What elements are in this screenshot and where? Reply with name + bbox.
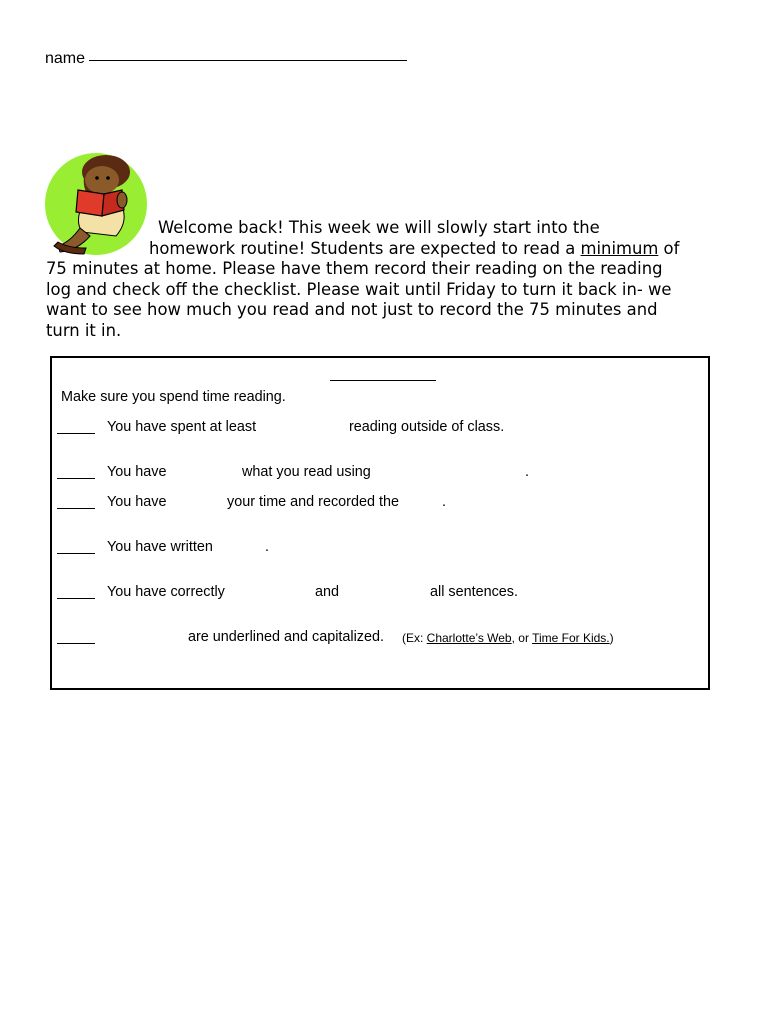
checklist-text: .: [442, 494, 446, 510]
example-suffix: ): [609, 631, 614, 645]
example-title-1: Charlotte’s Web: [426, 631, 512, 645]
example-prefix: (Ex:: [402, 631, 427, 645]
example-title-2: Time For Kids.: [532, 631, 610, 645]
checklist-item: [57, 584, 697, 604]
intro-line: want to see how much you read and not just to record the 75 minutes and: [46, 300, 658, 319]
intro-line: [46, 239, 726, 260]
checkbox-blank[interactable]: [57, 643, 95, 644]
checklist-text: You have spent at least: [107, 419, 257, 435]
checklist-text: You have correctly: [107, 584, 225, 600]
intro-line: 75 minutes at home. Please have them record their reading on the reading: [46, 259, 663, 278]
checklist-item: [57, 539, 697, 559]
checkbox-blank[interactable]: [57, 553, 95, 554]
checklist-text: You have written: [107, 539, 213, 555]
checklist-box: [50, 356, 710, 690]
name-line: [45, 50, 407, 68]
intro-text: of: [658, 238, 680, 258]
checklist-text: You have: [107, 464, 167, 480]
intro-text: homework routine! Students are expected to read a: [149, 238, 581, 258]
intro-line: Welcome back! This week we will slowly start into the: [158, 218, 600, 237]
checklist-text: and: [315, 584, 340, 600]
checklist-instruction: Make sure you spend time reading.: [61, 389, 286, 405]
checklist-text: reading outside of class.: [349, 419, 505, 435]
name-label: name: [45, 50, 86, 67]
intro-underlined-text: minimum: [580, 238, 659, 258]
checklist-item: [57, 419, 697, 439]
checkbox-blank[interactable]: [57, 598, 95, 599]
checkbox-blank[interactable]: [57, 508, 95, 509]
checklist-item: [57, 494, 697, 514]
example-separator: , or: [511, 631, 533, 645]
checklist-item: [57, 464, 697, 484]
checklist-title-line: [330, 380, 436, 381]
checklist-text: your time and recorded the: [227, 494, 399, 510]
example-text: [402, 631, 614, 645]
checklist-text: what you read using: [242, 464, 371, 480]
intro-line: log and check off the checklist. Please wait until Friday to turn it back in- we: [46, 279, 672, 299]
checklist-text: .: [265, 539, 269, 555]
checklist-text: .: [525, 464, 529, 480]
checklist-text: all sentences.: [430, 584, 518, 600]
checkbox-blank[interactable]: [57, 433, 95, 434]
intro-line: turn it in.: [46, 320, 122, 340]
checklist-text: are underlined and capitalized.: [188, 629, 385, 645]
intro-paragraph: [46, 218, 726, 341]
checklist-text: You have: [107, 494, 167, 510]
checkbox-blank[interactable]: [57, 478, 95, 479]
checklist-item: [57, 629, 697, 649]
name-blank[interactable]: [89, 60, 407, 61]
